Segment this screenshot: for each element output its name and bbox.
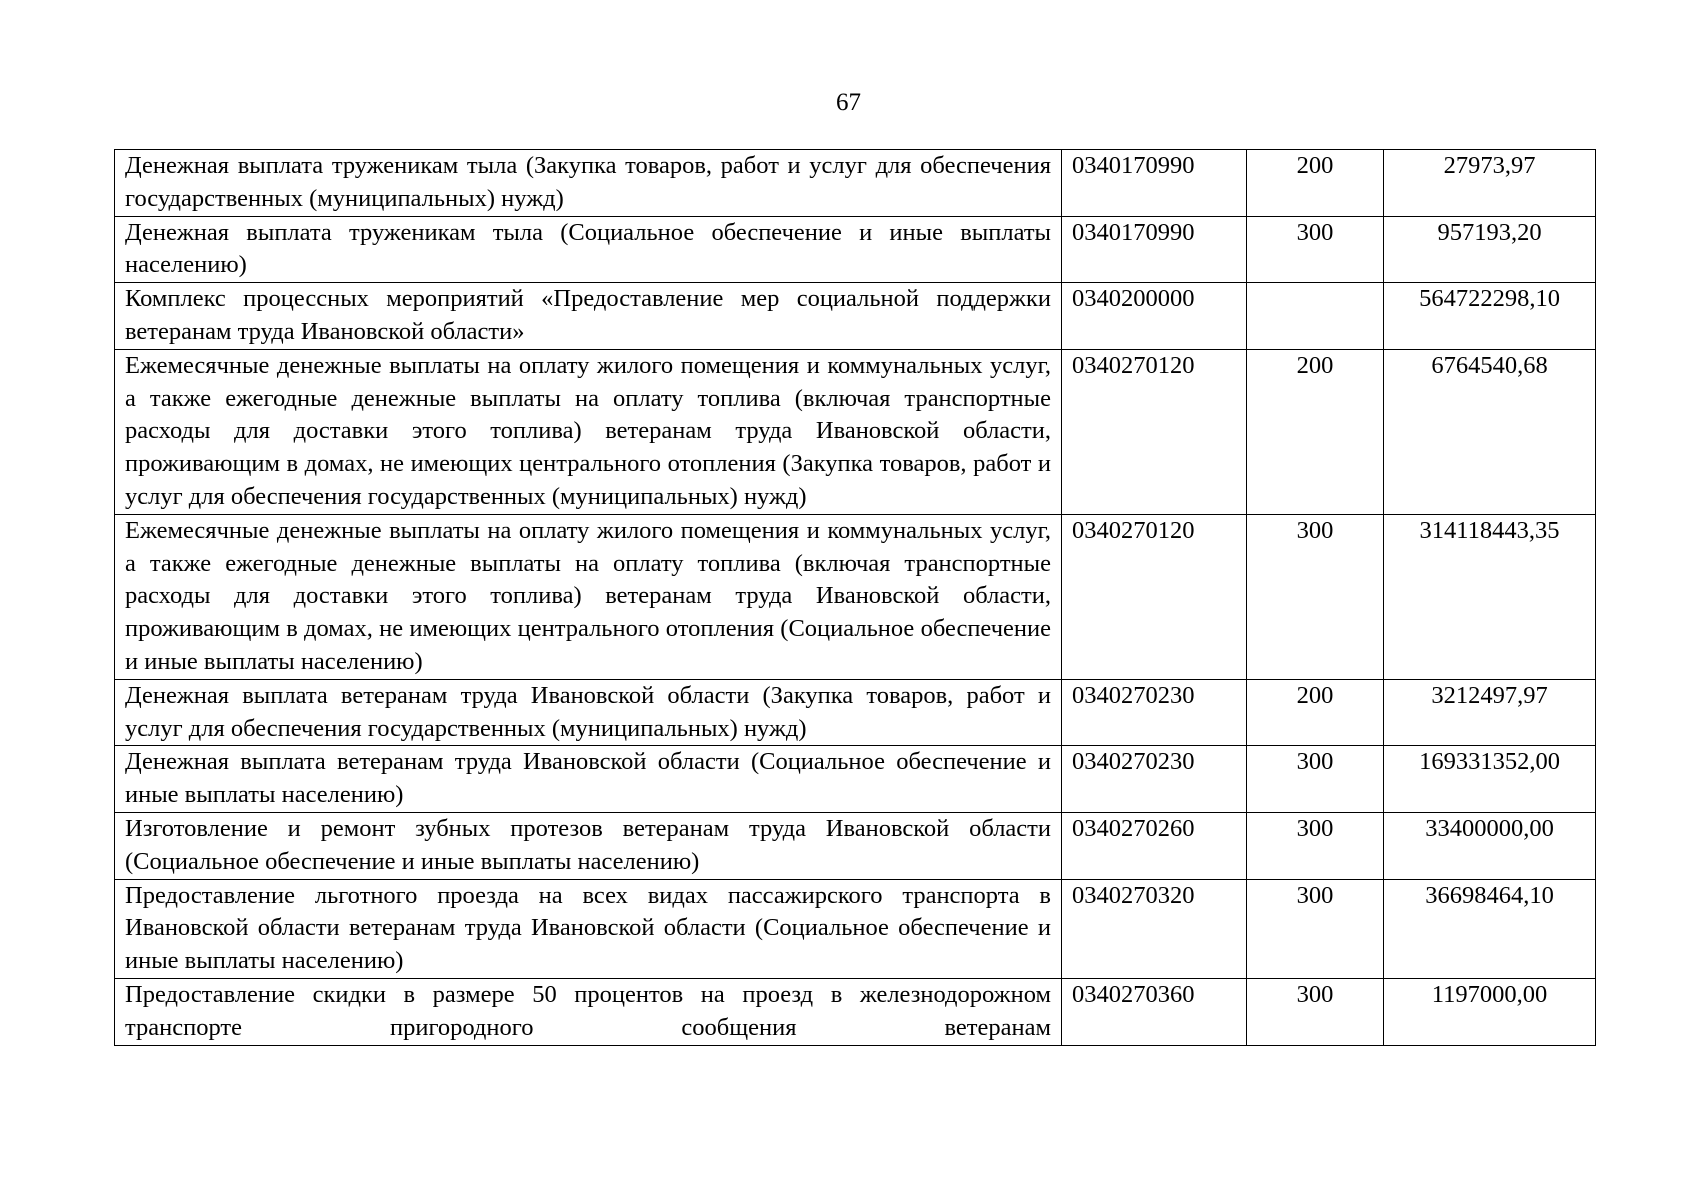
row-target-code: 0340270320 — [1062, 879, 1247, 978]
row-name: Комплекс процессных мероприятий «Предоставление мер социальной поддержки ветеранам труда Ивановской области» — [115, 283, 1062, 350]
table-row — [115, 879, 1596, 978]
table-row — [115, 978, 1596, 1045]
row-expense-type: 300 — [1247, 514, 1384, 679]
row-amount: 169331352,00 — [1384, 746, 1596, 813]
row-target-code: 0340200000 — [1062, 283, 1247, 350]
row-expense-type: 200 — [1247, 150, 1384, 217]
row-expense-type: 300 — [1247, 746, 1384, 813]
page-number: 67 — [836, 89, 861, 116]
row-amount: 957193,20 — [1384, 216, 1596, 283]
row-expense-type: 300 — [1247, 978, 1384, 1045]
row-amount: 564722298,10 — [1384, 283, 1596, 350]
table-row — [115, 812, 1596, 879]
row-amount: 314118443,35 — [1384, 514, 1596, 679]
row-name: Ежемесячные денежные выплаты на оплату жилого помещения и коммунальных услуг, а также ежегодные денежные выплаты на оплату топлива (включая транспортные расходы для доставки этого топлива) ветеранам труда Ивановской области, проживающим в домах, не имеющих центрального отопления (Закупка товаров, работ и услуг для обеспечения государственных (муниципальных) нужд) — [115, 349, 1062, 514]
table-row — [115, 514, 1596, 679]
row-name: Денежная выплата труженикам тыла (Закупка товаров, работ и услуг для обеспечения государственных (муниципальных) нужд) — [115, 150, 1062, 217]
row-name: Денежная выплата ветеранам труда Ивановской области (Закупка товаров, работ и услуг для обеспечения государственных (муниципальных) нужд) — [115, 679, 1062, 746]
table-row — [115, 679, 1596, 746]
row-target-code: 0340270360 — [1062, 978, 1247, 1045]
row-amount: 1197000,00 — [1384, 978, 1596, 1045]
row-amount: 27973,97 — [1384, 150, 1596, 217]
row-target-code: 0340270230 — [1062, 679, 1247, 746]
row-amount: 3212497,97 — [1384, 679, 1596, 746]
row-expense-type — [1247, 283, 1384, 350]
row-target-code: 0340170990 — [1062, 216, 1247, 283]
row-target-code: 0340270120 — [1062, 349, 1247, 514]
row-expense-type: 300 — [1247, 812, 1384, 879]
table-row — [115, 349, 1596, 514]
row-name: Денежная выплата труженикам тыла (Социальное обеспечение и иные выплаты населению) — [115, 216, 1062, 283]
table-row — [115, 283, 1596, 350]
table-row — [115, 216, 1596, 283]
row-expense-type: 200 — [1247, 679, 1384, 746]
row-amount: 36698464,10 — [1384, 879, 1596, 978]
row-target-code: 0340270230 — [1062, 746, 1247, 813]
row-target-code: 0340270260 — [1062, 812, 1247, 879]
row-name: Предоставление скидки в размере 50 процентов на проезд в железнодорожном транспорте пригородного сообщения ветеранам — [115, 978, 1062, 1045]
table-row — [115, 150, 1596, 217]
row-expense-type: 200 — [1247, 349, 1384, 514]
row-name: Денежная выплата ветеранам труда Ивановской области (Социальное обеспечение и иные выплаты населению) — [115, 746, 1062, 813]
row-amount: 33400000,00 — [1384, 812, 1596, 879]
row-expense-type: 300 — [1247, 879, 1384, 978]
row-name: Изготовление и ремонт зубных протезов ветеранам труда Ивановской области (Социальное обеспечение и иные выплаты населению) — [115, 812, 1062, 879]
row-expense-type: 300 — [1247, 216, 1384, 283]
row-name: Предоставление льготного проезда на всех видах пассажирского транспорта в Ивановской области ветеранам труда Ивановской области (Социальное обеспечение и иные выплаты населению) — [115, 879, 1062, 978]
table-row — [115, 746, 1596, 813]
row-amount: 6764540,68 — [1384, 349, 1596, 514]
budget-table — [114, 149, 1596, 1046]
row-target-code: 0340170990 — [1062, 150, 1247, 217]
row-target-code: 0340270120 — [1062, 514, 1247, 679]
row-name: Ежемесячные денежные выплаты на оплату жилого помещения и коммунальных услуг, а также ежегодные денежные выплаты на оплату топлива (включая транспортные расходы для доставки этого топлива) ветеранам труда Ивановской области, проживающим в домах, не имеющих центрального отопления (Социальное обеспечение и иные выплаты населению) — [115, 514, 1062, 679]
